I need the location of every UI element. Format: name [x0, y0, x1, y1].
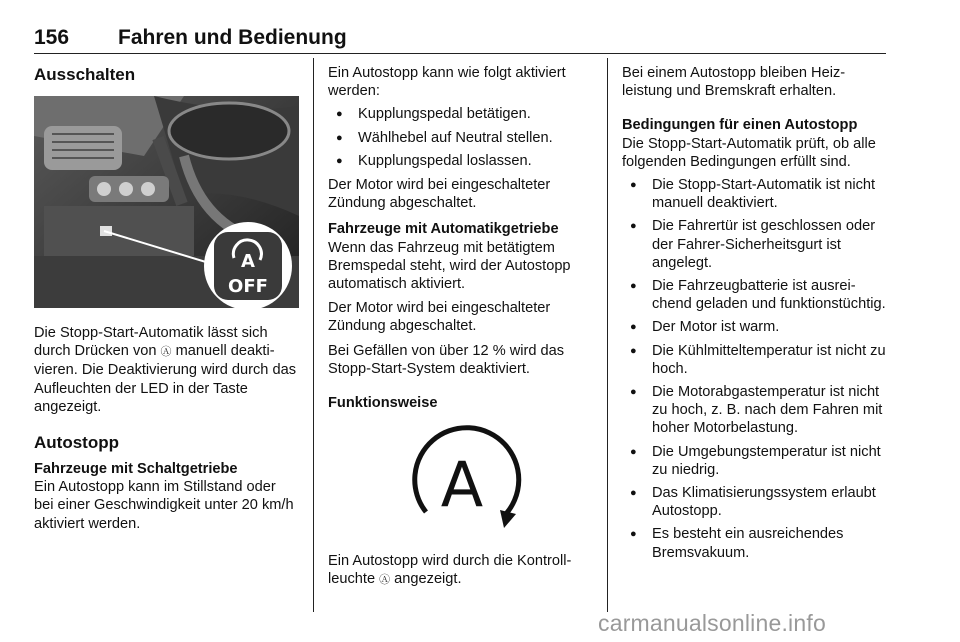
heading-funktionsweise: Funktionsweise — [328, 395, 438, 412]
column-3 — [622, 58, 888, 562]
column-1 — [34, 58, 299, 533]
para-motor-2: Der Motor wird bei eingeschalteter Zündung abgeschaltet. — [328, 300, 551, 335]
bullet-list-manual — [328, 105, 594, 170]
list-item: ● Die Fahrzeugbatterie ist ausreichend geladen und funktionstüchtig. — [622, 277, 888, 313]
para-stillstand: Ein Autostopp kann im Stillstand oder bei einer Geschwindigkeit unter 20 km/h aktiviert werden. — [34, 479, 294, 532]
para-kontrollleuchte: Ein Autostopp wird durch die Kontrollleuchte Ⓐ angezeigt. — [328, 552, 594, 589]
off-label: OFF — [228, 276, 268, 297]
header-divider — [34, 53, 886, 54]
para-deaktivieren: Die Stopp-Start-Automatik lässt sich durch Drücken von Ⓐ manuell deaktivieren. Die Deaktivierung wird durch das Aufleuchten der LED in der Taste angezeigt. — [34, 325, 296, 415]
subheading-automatik: Fahrzeuge mit Automatikgetriebe — [328, 221, 559, 238]
section-title: Fahren und Bedienung — [118, 26, 347, 49]
dashboard-illustration — [34, 96, 299, 308]
page-header — [34, 26, 886, 52]
stop-start-icon: Ⓐ — [160, 346, 172, 359]
column-divider-1 — [313, 58, 314, 612]
subheading-schaltgetriebe: Fahrzeuge mit Schaltgetriebe — [34, 461, 238, 478]
page-number: 156 — [34, 26, 70, 49]
subheading-bedingungen: Bedingungen für einen Autostopp — [622, 117, 858, 134]
autostop-icon-letter: A — [440, 448, 484, 522]
list-item: ● Kupplungspedal loslassen. — [328, 152, 594, 170]
para-heizleistung: Bei einem Autostopp bleiben Heizleistung und Bremskraft erhalten. — [622, 65, 846, 100]
autostop-icon — [328, 424, 594, 536]
list-item: ● Es besteht ein ausreichendes Bremsvakuum. — [622, 525, 888, 561]
svg-text:A: A — [241, 251, 255, 272]
list-item: ● Die Umgebungstemperatur ist nicht zu niedrig. — [622, 443, 888, 479]
list-item: ● Der Motor ist warm. — [622, 318, 888, 336]
para-intro: Ein Autostopp kann wie folgt aktiviert werden: — [328, 65, 566, 100]
list-item: ● Die Kühlmitteltemperatur ist nicht zu hoch. — [622, 342, 888, 378]
autostop-indicator-figure — [328, 424, 594, 536]
list-item: ● Die Fahrertür ist geschlossen oder der Fahrer-Sicherheitsgurt ist angelegt. — [622, 217, 888, 272]
para-gefaelle: Bei Gefällen von über 12 % wird das Stopp-Start-System deaktiviert. — [328, 342, 565, 377]
heading-ausschalten: Ausschalten — [34, 65, 136, 84]
dashboard-photo — [34, 96, 299, 308]
para-pruefung: Die Stopp-Start-Automatik prüft, ob alle folgenden Bedingungen erfüllt sind. — [622, 135, 876, 170]
bullet-list-conditions — [622, 176, 888, 562]
heading-autostopp: Autostopp — [34, 433, 119, 453]
list-item: ● Die Motorabgastemperatur ist nicht zu hoch, z. B. nach dem Fahren mit hoher Motorbelastung. — [622, 383, 888, 438]
para-motor-1: Der Motor wird bei eingeschalteter Zündung abgeschaltet. — [328, 177, 551, 212]
column-divider-2 — [607, 58, 608, 612]
list-item: ● Das Klimatisierungssystem erlaubt Autostopp. — [622, 484, 888, 520]
para-bremspedal: Wenn das Fahrzeug mit betätigtem Bremspedal steht, wird der Autostopp automatisch aktiviert. — [328, 239, 571, 293]
autostop-indicator-icon: Ⓐ — [379, 574, 391, 587]
column-2 — [328, 58, 594, 590]
list-item: ● Die Stopp-Start-Automatik ist nicht manuell deaktiviert. — [622, 176, 888, 212]
list-item: ● Wählhebel auf Neutral stellen. — [328, 129, 594, 147]
watermark: carmanualsonline.info — [598, 610, 826, 636]
list-item: ● Kupplungspedal betätigen. — [328, 105, 594, 123]
